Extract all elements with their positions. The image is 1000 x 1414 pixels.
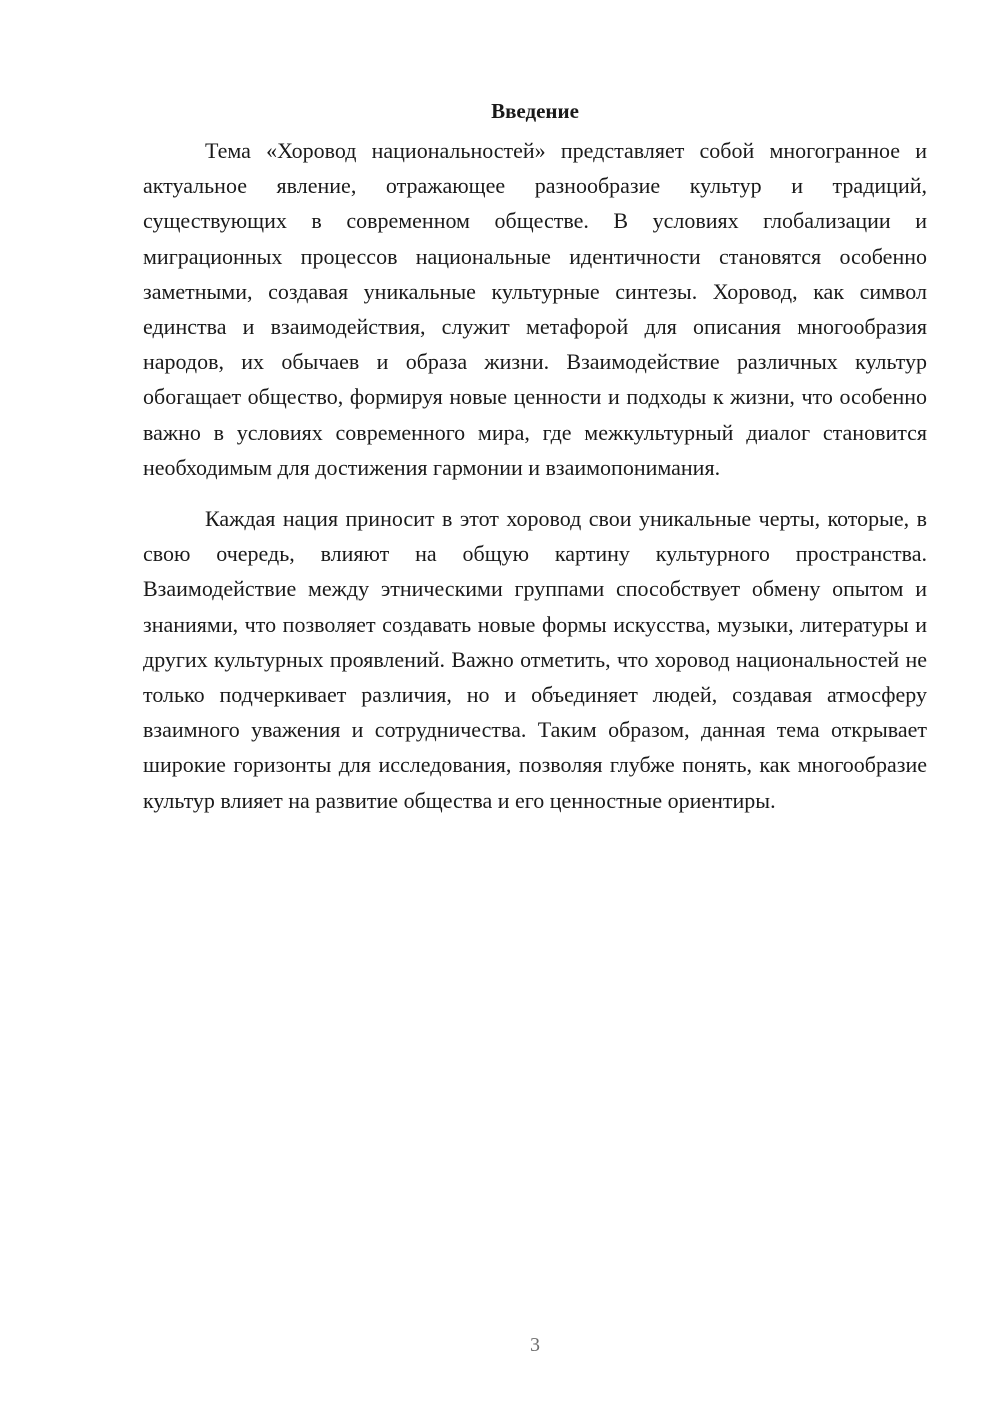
page-content — [143, 96, 927, 818]
paragraph-1: Тема «Хоровод национальностей» представляет собой многогранное и актуальное явление, отражающее разнообразие культур и традиций, существующих в современном обществе. В условиях глобализации и миграционных процессов национальные идентичности становятся особенно заметными, создавая уникальные культурные синтезы. Хоровод, как символ единства и взаимодействия, служит метафорой для описания многообразия народов, их обычаев и образа жизни. Взаимодействие различных культур обогащает общество, формируя новые ценности и подходы к жизни, что особенно важно в условиях современного мира, где межкультурный диалог становится необходимым для достижения гармонии и взаимопонимания. — [143, 138, 927, 480]
page-number: 3 — [530, 1334, 540, 1356]
section-heading: Введение — [491, 99, 579, 123]
paragraph-2: Каждая нация приносит в этот хоровод свои уникальные черты, которые, в свою очередь, влияют на общую картину культурного пространства. Взаимодействие между этническими группами способствует обмену опытом и знаниями, что позволяет создавать новые формы искусства, музыки, литературы и других культурных проявлений. Важно отметить, что хоровод национальностей не только подчеркивает различия, но и объединяет людей, создавая атмосферу взаимного уважения и сотрудничества. Таким образом, данная тема открывает широкие горизонты для исследования, позволяя глубже понять, как многообразие культур влияет на развитие общества и его ценностные ориентиры. — [143, 506, 927, 813]
